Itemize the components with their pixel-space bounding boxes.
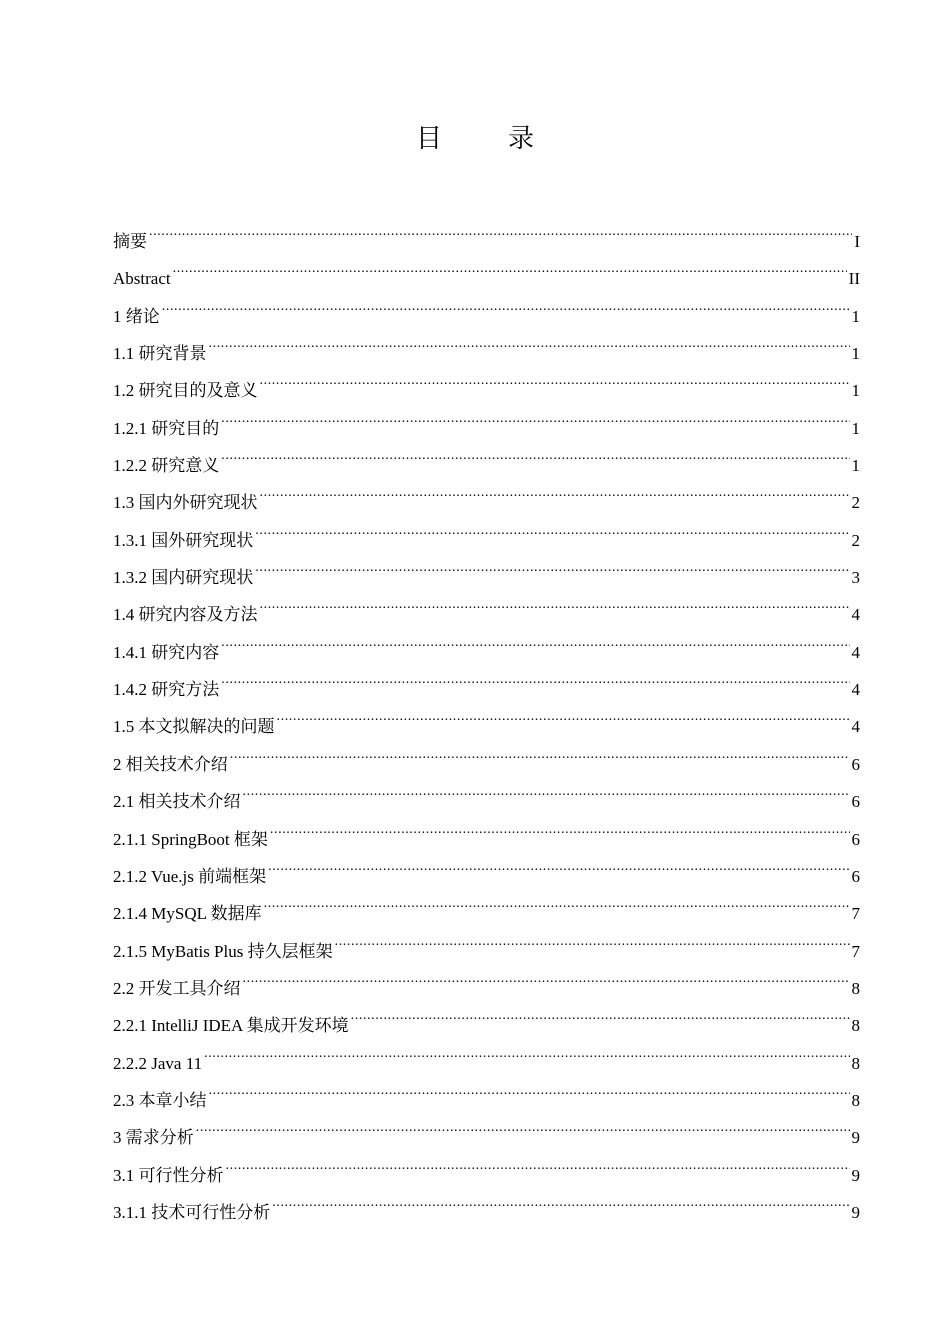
- toc-entry[interactable]: [113, 1076, 860, 1113]
- toc-entry[interactable]: [113, 777, 860, 814]
- toc-entry-label: 1.4 研究内容及方法: [113, 605, 258, 625]
- toc-entry-page-number: 4: [851, 642, 860, 662]
- toc-leader-dots: [255, 516, 849, 546]
- toc-entry-label: 3.1 可行性分析: [113, 1165, 224, 1185]
- toc-leader-dots: [243, 964, 850, 994]
- toc-leader-dots: [351, 1001, 850, 1031]
- toc-entry-page-number: 1: [851, 344, 860, 364]
- toc-entry-label: 2.1.2 Vue.js 前端框架: [113, 866, 267, 886]
- toc-leader-dots: [335, 927, 850, 957]
- toc-entry[interactable]: [113, 815, 860, 852]
- toc-leader-dots: [277, 702, 850, 732]
- toc-entry-page-number: 6: [851, 754, 860, 774]
- toc-entry-label: 2.3 本章小结: [113, 1090, 207, 1110]
- toc-leader-dots: [226, 1151, 850, 1181]
- toc-entry[interactable]: [113, 1113, 860, 1150]
- toc-entry[interactable]: [113, 740, 860, 777]
- toc-entry[interactable]: [113, 1001, 860, 1038]
- toc-entry-page-number: 2: [851, 530, 860, 550]
- toc-entry[interactable]: [113, 927, 860, 964]
- toc-entry-label: 2.2 开发工具介绍: [113, 978, 241, 998]
- toc-entry-page-number: 8: [851, 1053, 860, 1073]
- toc-leader-dots: [173, 254, 847, 284]
- toc-entry-page-number: 8: [851, 1090, 860, 1110]
- toc-entry-page-number: I: [854, 232, 860, 251]
- toc-entry-page-number: 4: [851, 717, 860, 737]
- toc-entry[interactable]: [113, 964, 860, 1001]
- toc-leader-dots: [149, 217, 852, 247]
- toc-entry[interactable]: [113, 441, 860, 478]
- toc-entry[interactable]: [113, 628, 860, 665]
- toc-entry-label: 3 需求分析: [113, 1128, 194, 1148]
- toc-entry-page-number: 8: [851, 1016, 860, 1036]
- toc-entry[interactable]: [113, 553, 860, 590]
- toc-entry[interactable]: [113, 366, 860, 403]
- page-title: 目 录: [415, 124, 554, 154]
- toc-leader-dots: [230, 740, 850, 770]
- toc-entry[interactable]: [113, 1039, 860, 1076]
- toc-entry-page-number: 1: [851, 418, 860, 438]
- toc-entry-label: 摘要: [113, 232, 147, 251]
- toc-entry-label: 1.4.2 研究方法: [113, 680, 220, 700]
- toc-leader-dots: [260, 366, 850, 396]
- toc-entry-label: 2.1 相关技术介绍: [113, 792, 241, 812]
- toc-entry-page-number: 1: [851, 381, 860, 401]
- toc-entry[interactable]: [113, 1151, 860, 1188]
- toc-leader-dots: [264, 889, 850, 919]
- toc-entry[interactable]: [113, 404, 860, 441]
- toc-entry-page-number: II: [848, 269, 860, 289]
- toc-entry[interactable]: [113, 516, 860, 553]
- toc-entry-label: 2.2.1 IntelliJ IDEA 集成开发环境: [113, 1016, 349, 1036]
- toc-entry-label: 1 绪论: [113, 306, 160, 326]
- toc-entry-page-number: 7: [851, 904, 860, 924]
- toc-leader-dots: [204, 1039, 849, 1069]
- toc-leader-dots: [221, 441, 849, 471]
- toc-entry-page-number: 8: [851, 978, 860, 998]
- toc-entry-page-number: 9: [851, 1128, 860, 1148]
- toc-entry-label: 1.3.1 国外研究现状: [113, 530, 254, 550]
- toc-entry-label: Abstract: [113, 269, 171, 289]
- toc-entry[interactable]: [113, 1188, 860, 1225]
- toc-entry-page-number: 2: [851, 493, 860, 513]
- toc-entry-page-number: 1: [851, 456, 860, 476]
- toc-leader-dots: [272, 1188, 849, 1218]
- toc-leader-dots: [209, 1076, 850, 1106]
- toc-leader-dots: [221, 404, 849, 434]
- toc-leader-dots: [243, 777, 850, 807]
- toc-entry-page-number: 9: [851, 1202, 860, 1222]
- toc-entry-page-number: 6: [851, 866, 860, 886]
- toc-entry-page-number: 4: [851, 680, 860, 700]
- toc-entry-page-number: 6: [851, 792, 860, 812]
- toc-entry-label: 3.1.1 技术可行性分析: [113, 1202, 271, 1222]
- toc-leader-dots: [196, 1113, 850, 1143]
- toc-entry-label: 1.2.2 研究意义: [113, 456, 220, 476]
- toc-leader-dots: [221, 628, 849, 658]
- toc-leader-dots: [221, 665, 849, 695]
- toc-entry-label: 2.2.2 Java 11: [113, 1053, 203, 1073]
- toc-entry-label: 1.3 国内外研究现状: [113, 493, 258, 513]
- toc-entry-label: 1.5 本文拟解决的问题: [113, 717, 275, 737]
- toc-leader-dots: [260, 478, 850, 508]
- toc-leader-dots: [255, 553, 849, 583]
- toc-entry-label: 2 相关技术介绍: [113, 754, 228, 774]
- toc-leader-dots: [209, 329, 850, 359]
- toc-leader-dots: [270, 815, 850, 845]
- toc-entry-page-number: 3: [851, 568, 860, 588]
- toc-entry[interactable]: [113, 254, 860, 291]
- toc-entry-label: 1.4.1 研究内容: [113, 642, 220, 662]
- toc-entry[interactable]: [113, 889, 860, 926]
- toc-entry-label: 1.1 研究背景: [113, 344, 207, 364]
- toc-entry-label: 2.1.1 SpringBoot 框架: [113, 829, 268, 849]
- toc-entry-page-number: 9: [851, 1165, 860, 1185]
- toc-entry-label: 1.2 研究目的及意义: [113, 381, 258, 401]
- table-of-contents: [113, 217, 860, 1225]
- toc-entry[interactable]: [113, 329, 860, 366]
- toc-leader-dots: [268, 852, 849, 882]
- toc-entry-page-number: 1: [851, 306, 860, 326]
- toc-entry[interactable]: [113, 217, 860, 254]
- toc-entry[interactable]: [113, 665, 860, 702]
- toc-entry-page-number: 7: [851, 941, 860, 961]
- toc-entry-label: 2.1.5 MyBatis Plus 持久层框架: [113, 941, 333, 961]
- toc-leader-dots: [260, 590, 850, 620]
- toc-entry-label: 1.2.1 研究目的: [113, 418, 220, 438]
- toc-entry[interactable]: [113, 702, 860, 739]
- toc-leader-dots: [162, 292, 850, 322]
- toc-entry-label: 1.3.2 国内研究现状: [113, 568, 254, 588]
- toc-entry[interactable]: [113, 852, 860, 889]
- toc-entry[interactable]: [113, 590, 860, 627]
- toc-entry-page-number: 6: [851, 829, 860, 849]
- toc-entry-page-number: 4: [851, 605, 860, 625]
- toc-entry[interactable]: [113, 292, 860, 329]
- toc-entry-label: 2.1.4 MySQL 数据库: [113, 904, 262, 924]
- toc-entry[interactable]: [113, 478, 860, 515]
